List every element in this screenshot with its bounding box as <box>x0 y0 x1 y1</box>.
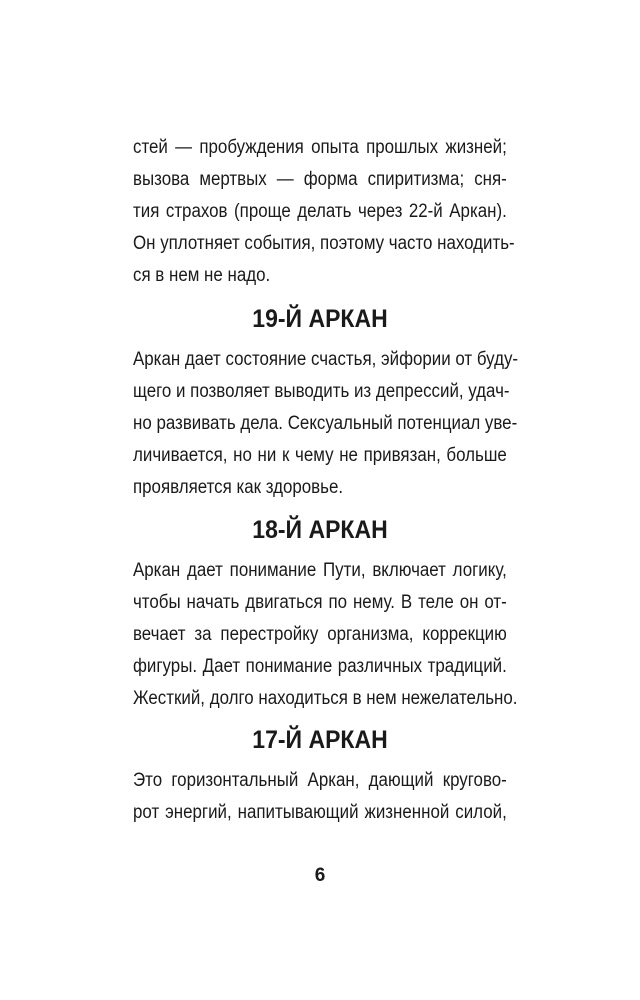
paragraph-line: личивается, но ни к чему не привязан, больше <box>133 445 507 466</box>
paragraph-line: чтобы начать двигаться по нему. В теле он от- <box>133 592 507 613</box>
paragraph-line: Жесткий, долго находиться в нем нежелательно. <box>133 688 518 709</box>
intro-line: вызова мертвых — форма спиритизма; сня- <box>133 169 507 190</box>
paragraph-line: Это горизонтальный Аркан, дающий кругово- <box>133 770 507 791</box>
paragraph-line: рот энергий, напитывающий жизненной силой, <box>133 802 507 823</box>
page-number: 6 <box>314 865 326 886</box>
paragraph-line: фигуры. Дает понимание различных традиций. <box>133 656 507 677</box>
paragraph-line: вечает за перестройку организма, коррекцию <box>133 624 507 645</box>
intro-line: тия страхов (проще делать через 22-й Аркан). <box>133 201 507 222</box>
intro-line: стей — пробуждения опыта прошлых жизней; <box>133 137 507 158</box>
intro-line: Он уплотняет события, поэтому часто находить- <box>133 233 515 254</box>
paragraph-line: проявляется как здоровье. <box>133 477 344 498</box>
paragraph-line: Аркан дает понимание Пути, включает логику, <box>133 560 507 581</box>
section-heading: 19-Й АРКАН <box>252 305 388 333</box>
paragraph-line: Аркан дает состояние счастья, эйфории от буду- <box>133 349 519 370</box>
intro-line: ся в нем не надо. <box>133 265 271 286</box>
section-heading: 17-Й АРКАН <box>252 726 388 754</box>
paragraph-line: но развивать дела. Сексуальный потенциал уве- <box>133 413 518 434</box>
paragraph-line: щего и позволяет выводить из депрессий, удач- <box>133 381 510 402</box>
section-heading: 18-Й АРКАН <box>252 516 388 544</box>
